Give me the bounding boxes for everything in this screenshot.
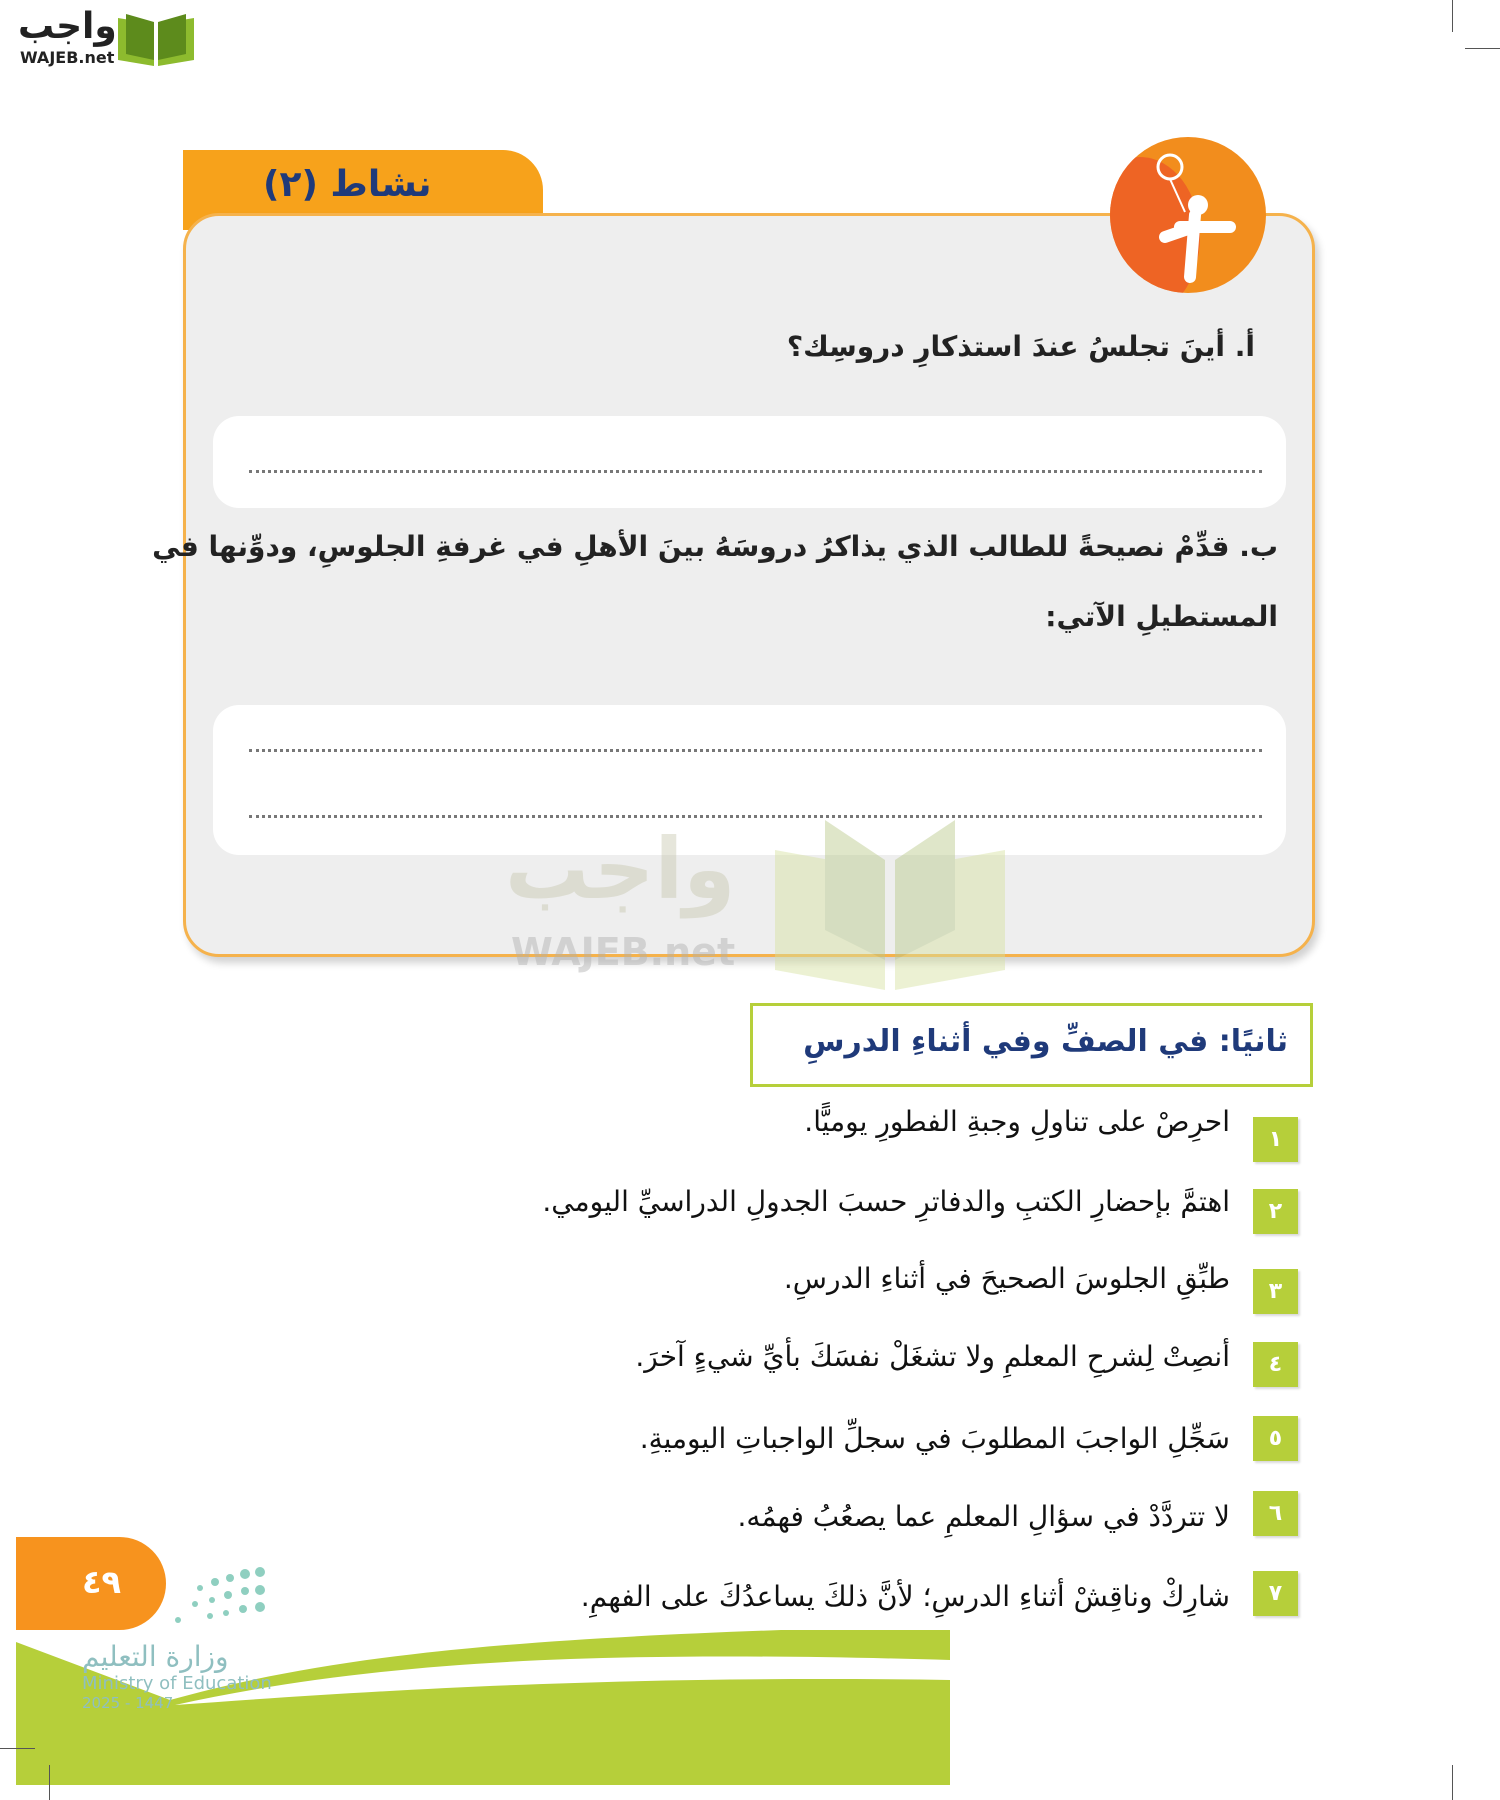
child-balloon-icon	[1110, 137, 1266, 293]
wajeb-logo[interactable]	[8, 6, 198, 68]
wajeb-watermark	[505, 820, 1005, 990]
logo-arabic: واجب	[18, 6, 117, 47]
question-b-line1: ب. قدِّمْ نصيحةً للطالب الذي يذاكرُ دروسَهُ بينَ الأهلِ في غرفةِ الجلوسِ، ودوِّنها في	[152, 530, 1278, 563]
page-number-tab	[16, 1537, 166, 1630]
answer-box-a[interactable]	[213, 416, 1286, 508]
book-icon	[116, 10, 196, 68]
crop-mark	[1465, 48, 1500, 49]
answer-line	[249, 815, 1262, 818]
list-item: لا تتردَّدْ في سؤالِ المعلمِ عما يصعُبُ فهمُه.	[737, 1500, 1230, 1533]
list-item: اهتمَّ بإحضارِ الكتبِ والدفاترِ حسبَ الجدولِ الدراسيِّ اليومي.	[542, 1185, 1230, 1218]
ministry-english: Ministry of Education	[82, 1673, 272, 1694]
question-a: أ. أينَ تجلسُ عندَ استذكارِ دروسِك؟	[786, 330, 1255, 363]
list-item: أنصِتْ لِشرحِ المعلمِ ولا تشغَلْ نفسَكَ بأيِّ شيءٍ آخرَ.	[635, 1340, 1230, 1373]
crop-mark	[49, 1765, 50, 1800]
watermark-latin: WAJEB.net	[511, 930, 736, 974]
section-heading: ثانيًا: في الصفِّ وفي أثناءِ الدرسِ	[750, 1003, 1313, 1087]
item-number: ٧	[1253, 1571, 1298, 1616]
item-number: ١	[1253, 1117, 1298, 1162]
ministry-arabic: وزارة التعليم	[82, 1640, 229, 1673]
ministry-dots-logo	[160, 1560, 270, 1630]
page-number: ٤٩	[82, 1563, 122, 1601]
ministry-logo	[82, 1640, 272, 1712]
list-item: سَجِّلِ الواجبَ المطلوبَ في سجلِّ الواجباتِ اليوميةِ.	[639, 1422, 1230, 1455]
crop-mark	[0, 1748, 35, 1749]
logo-latin: WAJEB.net	[20, 48, 115, 67]
activity-title: نشاط (٢)	[263, 164, 432, 205]
crop-mark	[1452, 0, 1453, 32]
list-item: شارِكْ وناقِشْ أثناءِ الدرسِ؛ لأنَّ ذلكَ يساعدُكَ على الفهمِ.	[580, 1580, 1230, 1613]
item-number: ٥	[1253, 1416, 1298, 1461]
list-item: احرِصْ على تناولِ وجبةِ الفطورِ يوميًّا.	[804, 1105, 1230, 1138]
watermark-arabic: واجب	[505, 820, 736, 918]
answer-line	[249, 749, 1262, 752]
answer-line	[249, 470, 1262, 473]
item-number: ٢	[1253, 1189, 1298, 1234]
watermark-book-icon	[775, 820, 1005, 990]
item-number: ٣	[1253, 1269, 1298, 1314]
question-b-line2: المستطيلِ الآتي:	[1045, 600, 1278, 633]
ministry-years: 2025 - 1447	[82, 1694, 174, 1712]
item-number: ٦	[1253, 1491, 1298, 1536]
crop-mark	[1452, 1765, 1453, 1800]
list-item: طبِّقِ الجلوسَ الصحيحَ في أثناءِ الدرسِ.	[783, 1262, 1230, 1295]
item-number: ٤	[1253, 1342, 1298, 1387]
